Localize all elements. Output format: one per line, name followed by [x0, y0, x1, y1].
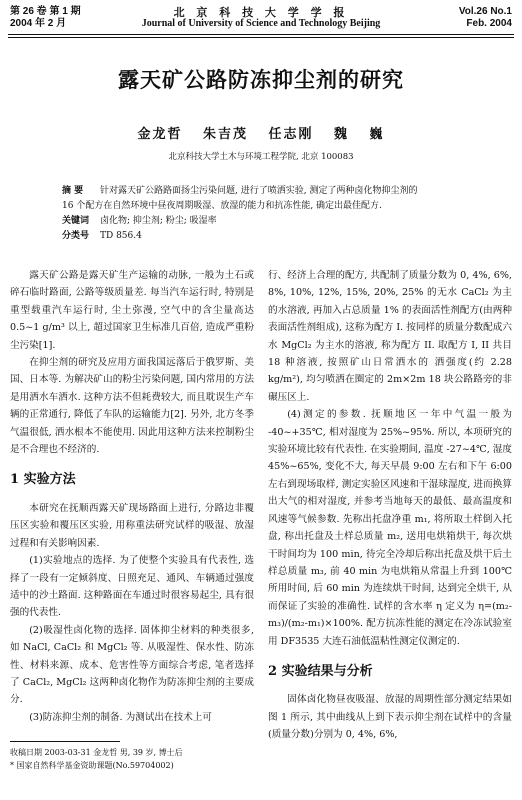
volume-cn: 第 26 卷 第 1 期 [10, 6, 81, 17]
journal-name-en: Journal of University of Science and Technology Beijing [141, 18, 381, 29]
authors: 金龙哲 朱吉茂 任志刚 魏 巍 [137, 127, 385, 142]
volume-en: Vol.26 No.1 [458, 6, 512, 17]
footnote [10, 746, 183, 772]
paragraph: 固体卤化物昼夜吸湿、放湿的周期性部分测定结果如图 1 所示, 其中曲线从上到下表示抑尘剂在试样中的含量(质量分数)分别为 0, 4%, 6%, [268, 694, 512, 741]
section-heading-1: 1 实验方法 [10, 472, 76, 488]
section-heading-2: 2 实验结果与分析 [268, 663, 373, 679]
paragraph: 露天矿公路是露天矿生产运输的动脉, 一般为土石或碎石临时路面, 公路等级质量差. 每当汽车运行时, 特别是重型载重汽车运行时, 尘土弥漫, 空气中的含尘量高达 0.5~1 g/m³ 以上, 超过国家卫生标准几百倍, 造成严重粉尘污染[1]. [10, 270, 254, 351]
header-rule-thin [8, 37, 514, 38]
header-volume-date-en [459, 6, 512, 30]
paragraph: 在抑尘剂的研究及应用方面我国远落后于俄罗斯、美国、日本等. 为解决矿山的粉尘污染问题, 国内常用的方法是用洒水车洒水. 这种方法不但耗费较大, 而且耽误生产车辆的正常通行, 降低了车队的运输能力[2]. 另外, 北方冬季气温很低, 洒水根本不能使用. 因此用这种方法来控制粉尘是不合理也不经济的. [10, 357, 254, 456]
paragraph: 本研究在抚顺西露天矿现场路面上进行, 分路边非覆压区实验和覆压区实验, 用称重法研究试样的吸湿、放湿过程和有关影响因素. [10, 502, 254, 549]
class-number: TD 856.4 [100, 231, 142, 241]
right-column [268, 267, 512, 744]
paragraph: 行、经济上合理的配方, 共配制了质量分数为 0, 4%, 6%, 8%, 10%, 12%, 15%, 20%, 25% 的无水 CaCl₂ 为主的水溶液, 再加入占总质量 1% 的表面活性剂配方(由两种表面活性剂组成), 这称为配方 I. 按同样的质量分数配成六水 MgCl₂ 为主水的溶液, 称为配方 II. 取配方 I, II 共目 18 种溶液, 按照矿山日常洒水的 洒强度(约 2.28 kg/m²), 均匀喷洒在圈定的 2m×2m 18 块公路路旁的非碾压区上. [268, 270, 512, 403]
date-cn: 2004 年 2 月 [10, 18, 67, 29]
affiliation: 北京科技大学土木与环境工程学院, 北京 100083 [168, 152, 354, 162]
header-rule-thick [8, 34, 514, 35]
paragraph: (2)吸湿性卤化物的选择. 固体抑尘材料的种类很多, 如 NaCl, CaCl₂ 和 MgCl₂ 等. 从吸湿性、保水性、防冻性、材料来源、成本、危害性等方面综合考虑, 笔者选择了 CaCl₂, MgCl₂ 这两种卤化物作为防冻抑尘剂的主要成分. [10, 624, 254, 706]
abstract-text-2: 16 个配方在自然环境中昼夜周期吸湿、放湿的能力和抗冻性能, 确定出最佳配方. [62, 201, 382, 211]
left-column [10, 267, 254, 726]
abstract-block [62, 184, 482, 244]
footnote-received: 收稿日期 2003-03-31 金龙哲 男, 39 岁, 博士后 [10, 748, 183, 757]
class-number-label: 分类号 [62, 231, 90, 241]
paragraph: (4)测定的参数. 抚顺地区一年中气温一般为 -40~+35℃, 相对湿度为 25%~95%. 所以, 本项研究的实验环境比较有代表性. 在实验期间, 温度 -27~4℃, 湿度 45%~65%, 变化不大, 每天早晨 9:00 左右和下午 6:00 左右到现场取样, 测定实验区风速和干湿球湿度, 进而换算出大气的相对湿度, 并参考当地每天的最低、最高温度和风速等气候参数. 先称出托盘净重 m₁, 将所取土样倒入托盘, 称出托盘及土样总质量 m₂, 送用电烘箱烘干, 每次烘干时间均为 100 min, 待完全冷却后称出托盘及烘干后土样总质量 m₃, 前 40 min 为电烘箱从常温上升到 100℃ 所用时间, 后 60 min 为连续烘干时间, 达到完全烘干, 从而保证了实验的准确性. 试样的含水率 η 定义为 η=(m₂-m₃)/(m₂-m₁)×100%. 配方抗冻性能的测定在冷冻试验室用 DF3535 大连石油低温粘性测定仪测定的. [268, 409, 512, 647]
keywords: 卤化物; 抑尘剂; 粉尘; 吸湿率 [100, 216, 217, 226]
paragraph: (3)防冻抑尘剂的制备. 为测试出在技术上可 [29, 711, 212, 723]
paper-title: 露天矿公路防冻抑尘剂的研究 [118, 67, 404, 92]
keywords-label: 关键词 [62, 216, 90, 226]
footnote-rule [10, 741, 120, 742]
footnote-funding: * 国家自然科学基金资助课题(No.59704002) [10, 761, 174, 770]
paragraph: (1)实验地点的选择. 为了使整个实验具有代表性, 选择了一段有一定倾斜度、日照充足、通风、车辆通过强度适中的沙土路面. 这种路面在车通过时很容易起尘, 具有很强的代表性. [10, 555, 254, 619]
date-en: Feb. 2004 [466, 18, 512, 29]
journal-name-cn: 北 京 科 技 大 学 学 报 [173, 6, 349, 19]
abstract-text-1: 针对露天矿公路路面扬尘污染问题, 进行了喷洒实验, 测定了两种卤化物抑尘剂的 [100, 186, 418, 196]
abstract-label: 摘 要 [62, 186, 84, 196]
